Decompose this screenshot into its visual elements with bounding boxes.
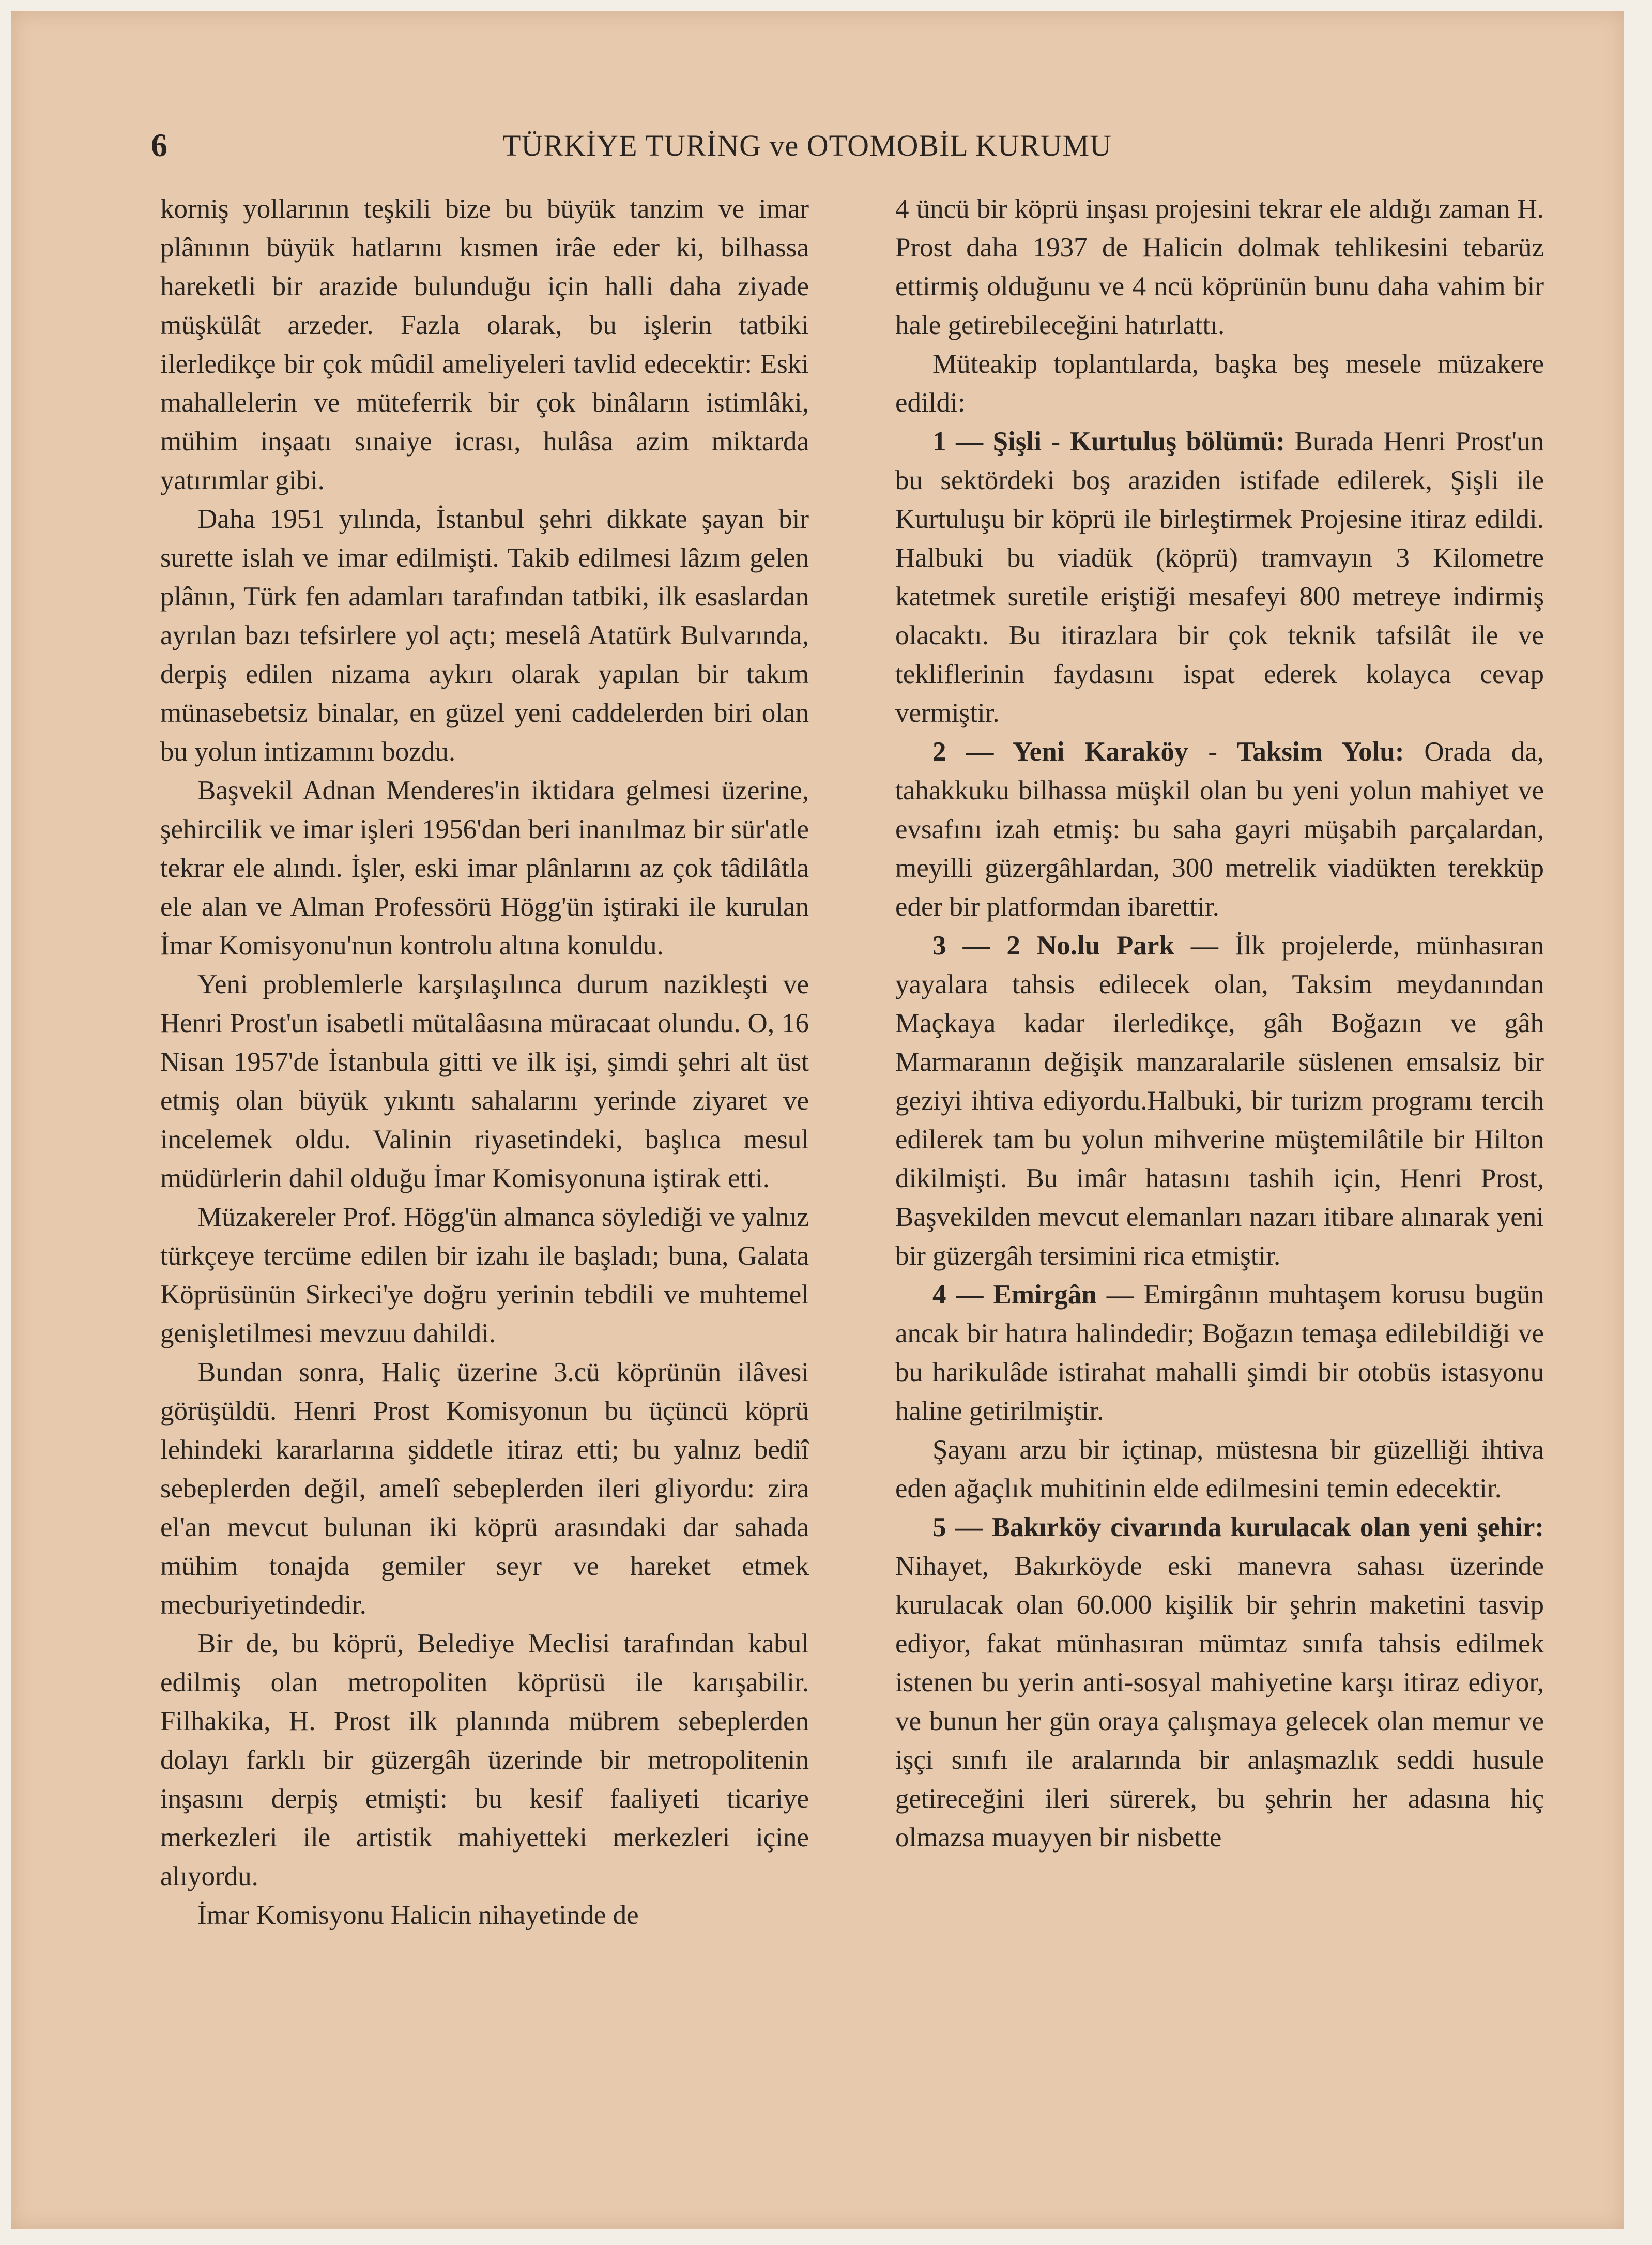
section-heading: 3 — 2 No.lu Park xyxy=(932,931,1174,961)
right-column xyxy=(895,190,1544,1857)
paragraph: Yeni problemlerle karşılaşılınca durum nazikleşti ve Henri Prost'un isabetli mütalâasına müracaat olundu. O, 16 Nisan 1957'de İstanbula gitti ve ilk işi, şimdi şehri alt üst etmiş olan büyük yıkıntı sahalarını yerinde ziyaret ve incelemek oldu. Valinin riyasetindeki, başlıca mesul müdürlerin dahil olduğu İmar Komisyonuna iştirak etti. xyxy=(160,969,809,1193)
paragraph: Daha 1951 yılında, İstanbul şehri dikkate şayan bir surette islah ve imar edilmişti. Takib edilmesi lâzım gelen plânın, Türk fen adamları tarafından tatbiki, ilk esaslardan ayrılan bazı tefsirlere yol açtı; meselâ Atatürk Bulvarında, derpiş edilen nizama aykırı olarak yapılan bir takım münasebetsiz binalar, en güzel yeni caddelerden biri olan bu yolun intizamını bozdu. xyxy=(160,504,809,767)
paragraph: Bundan sonra, Haliç üzerine 3.cü köprünün ilâvesi görüşüldü. Henri Prost Komisyonun bu üçüncü köprü lehindeki kararlarına şiddetle itiraz etti; bu yalnız bediî sebeplerden değil, amelî sebeplerden ileri gliyordu: zira el'an mevcut bulunan iki köprü arasındaki dar sahada mühim tonajda gemiler seyr ve hareket etmek mecburiyetindedir. xyxy=(160,1357,809,1620)
paragraph: Müteakip toplantılarda, başka beş mesele müzakere edildi: xyxy=(895,349,1544,418)
paragraph: 4 üncü bir köprü inşası projesini tekrar ele aldığı zaman H. Prost daha 1937 de Halicin dolmak tehlikesini tebarüz ettirmiş olduğunu ve 4 ncü köprünün bunu daha vahim bir hale getirebileceğini hatırlattı. xyxy=(895,194,1544,340)
paragraph: Başvekil Adnan Menderes'in iktidara gelmesi üzerine, şehircilik ve imar işleri 1956'dan beri inanılmaz bir sür'atle tekrar ele alındı. İşler, eski imar plânlarını az çok tâdilâtla ele alan ve Alman Professörü Högg'ün iştiraki ile kurulan İmar Komisyonu'nun kontrolu altına konuldu. xyxy=(160,776,809,961)
paragraph xyxy=(895,1276,1544,1431)
section-body: Orada da, tahakkuku bilhassa müşkil olan bu yeni yolun mahiyet ve evsafını izah etmiş: bu saha gayri müşabih parçalardan, meyilli güzergâhlardan, 300 metrelik viadükten terekküp eder bir platformdan ibarettir. xyxy=(895,737,1544,922)
paragraph xyxy=(895,927,1544,1276)
section-body: Burada Henri Prost'un bu sektördeki boş araziden istifade edilerek, Şişli ile Kurtuluşu bir köprü ile birleştirmek Projesine itiraz edildi. Halbuki bu viadük (köprü) tramvayın 3 Kilometre katetmek suretile eriştiği mesafeyi 800 metreye indirmiş olacaktı. Bu itirazlara bir çok teknik tafsilât ile ve tekliflerinin faydasını ispat ederek kolayca cevap vermiştir. xyxy=(895,427,1544,728)
paragraph xyxy=(895,733,1544,927)
paragraph: Bir de, bu köprü, Belediye Meclisi tarafından kabul edilmiş olan metropoliten köprüsü ile karışabilir. Filhakika, H. Prost ilk planında mübrem sebeplerden dolayı farklı bir güzergâh üzerinde bir metropolitenin inşasını derpiş etmişti: bu kesif faaliyeti ticariye merkezleri ile artistik mahiyetteki merkezleri içine alıyordu. xyxy=(160,1629,809,1891)
paragraph: korniş yollarının teşkili bize bu büyük tanzim ve imar plânının büyük hatlarını kısmen irâe eder ki, bilhassa hareketli bir arazide bulunduğu için halli daha ziyade müşkülât arzeder. Fazla olarak, bu işlerin tatbiki ilerledikçe bir çok mûdil ameliyeleri tavlid edecektir: Eski mahallelerin ve müteferrik bir çok binâların istimlâki, mühim inşaatı sınaiye icrası, hulâsa azim miktarda yatırımlar gibi. xyxy=(160,194,809,495)
paragraph: Müzakereler Prof. Högg'ün almanca söylediği ve yalnız türkçeye tercüme edilen bir izahı ile başladı; buna, Galata Köprüsünün Sirkeci'ye doğru yerinin tebdili ve muhtemel genişletilmesi mevzuu dahildi. xyxy=(160,1202,809,1348)
paragraph: İmar Komisyonu Halicin nihayetinde de xyxy=(197,1900,639,1930)
paragraph xyxy=(895,1508,1544,1857)
section-body: Nihayet, Bakırköyde eski manevra sahası üzerinde kurulacak olan 60.000 kişilik bir şehrin maketini tasvip ediyor, fakat münhasıran mümtaz sınıfa tahsis edilmek istenen bu yerin anti-sosyal mahiyetine karşı itiraz ediyor, ve bunun her gün oraya çalışmaya gelecek olan memur ve işçi sınıfı ile aralarında bir anlaşmazlık seddi husule getireceğini ileri sürerek, bu şehrin her adasına hiç olmazsa muayyen bir nisbette xyxy=(895,1551,1544,1853)
left-column xyxy=(160,190,809,1935)
page-header xyxy=(151,126,1526,168)
section-heading: 2 — Yeni Karaköy - Taksim Yolu: xyxy=(932,737,1404,767)
running-title: TÜRKİYE TURİNG ve OTOMOBİL KURUMU xyxy=(502,129,1112,162)
section-body: — Emirgânın muhtaşem korusu bugün ancak bir hatıra halindedir; Boğazın temaşa edilebildiği ve bu harikulâde istirahat mahalli şimdi bir otobüs istasyonu haline getirilmiştir. xyxy=(895,1280,1544,1426)
section-body: — İlk projelerde, münhasıran yayalara tahsis edilecek olan, Taksim meydanından Maçkaya kadar ilerledikçe, gâh Boğazın ve gâh Marmaranın değişik manzaralarile süslenen emsalsiz bir geziyi ihtiva ediyordu.Halbuki, bir turizm programı tercih edilerek tam bu yolun mihverine müştemilâtile bir Hilton dikilmişti. Bu imâr hatasını tashih için, Henri Prost, Başvekilden mevcut elemanları nazarı itibare alınarak yeni bir güzergâh tersimini rica etmiştir. xyxy=(895,931,1544,1271)
section-heading: 4 — Emirgân xyxy=(932,1280,1097,1310)
page-number: 6 xyxy=(151,127,167,163)
section-heading: 5 — Bakırköy civarında kurulacak olan yeni şehir: xyxy=(932,1512,1544,1542)
paragraph xyxy=(895,422,1544,733)
paragraph: Şayanı arzu bir içtinap, müstesna bir güzelliği ihtiva eden ağaçlık muhitinin elde edilmesini temin edecektir. xyxy=(895,1435,1544,1504)
document-page xyxy=(11,11,1624,2229)
section-heading: 1 — Şişli - Kurtuluş bölümü: xyxy=(932,427,1285,457)
